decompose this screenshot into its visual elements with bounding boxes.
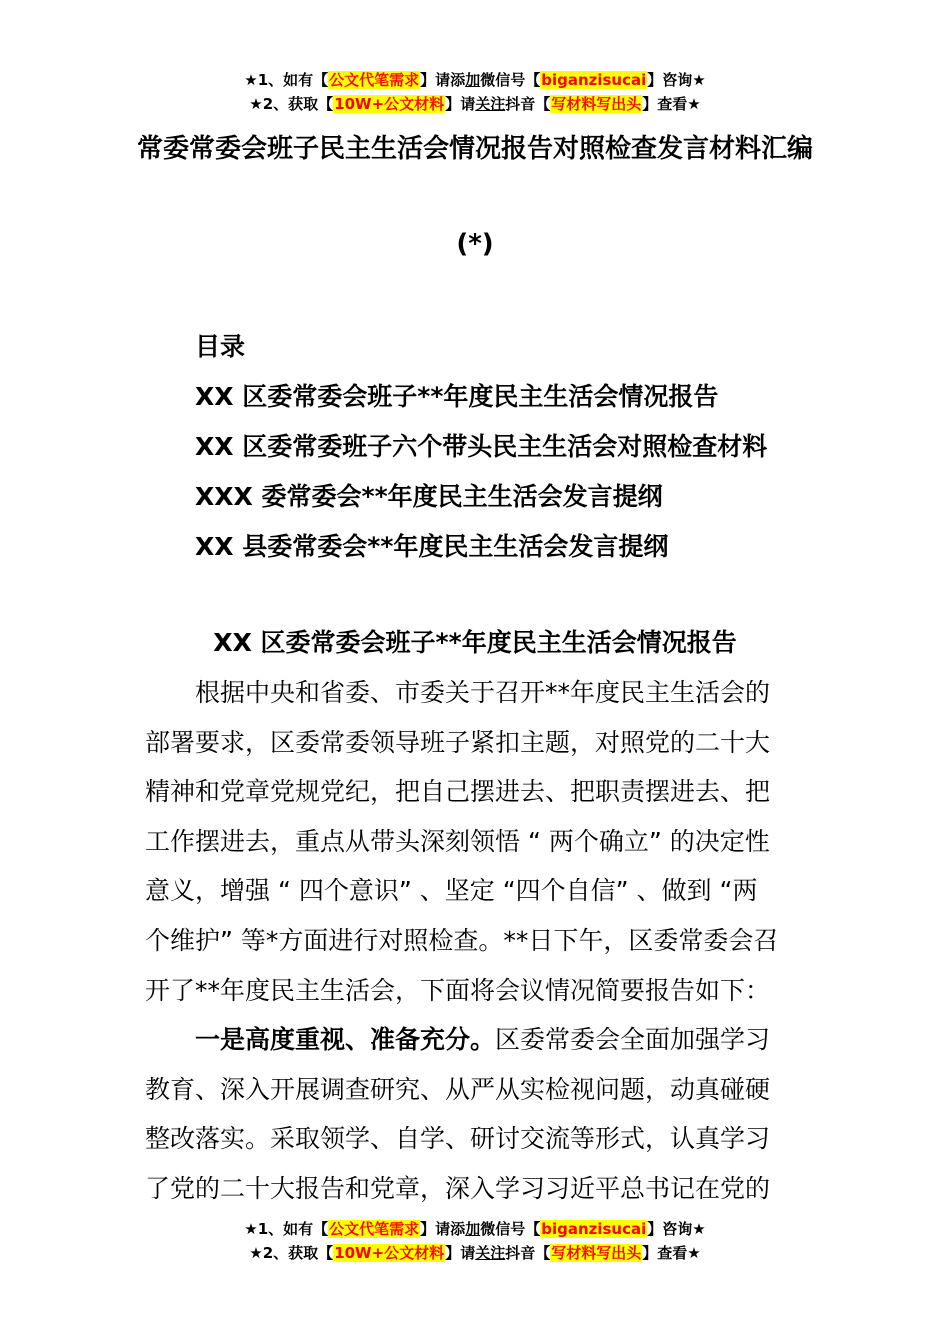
body-text-run: 区委常委会全面加强学习 — [495, 1025, 771, 1055]
banner-text: 微信号【 — [480, 71, 541, 89]
banner-douyin-id: 写材料写出头 — [551, 95, 642, 113]
banner-text: 】请添 — [420, 1220, 466, 1238]
banner-douyin-id: 写材料写出头 — [551, 1244, 642, 1262]
toc-item: XXX 委常委会**年度民主生活会发言提纲 — [195, 482, 663, 511]
toc-heading: 目录 — [195, 332, 246, 361]
banner-text: ★2、获取【 — [249, 95, 334, 113]
body-line: 工作摆进去，重点从带头深刻领悟 “ 两个确立” 的决定性 — [145, 826, 770, 856]
body-line: 意义，增强 “ 四个意识” 、坚定 “四个自信” 、做到 “两 — [145, 876, 758, 906]
body-line: 教育、深入开展调查研究、从严从实检视问题，动真碰硬 — [145, 1074, 771, 1104]
banner-underline: 关注 — [475, 95, 506, 113]
body-line: 个维护” 等*方面进行对照检查。**日下午，区委常委会召 — [145, 925, 779, 955]
body-line: 整改落实。采取领学、自学、研讨交流等形式，认真学习 — [145, 1124, 771, 1154]
banner-text: 】查看★ — [642, 95, 701, 113]
table-of-contents — [195, 322, 767, 572]
bottom-banner — [0, 1217, 950, 1265]
banner-text: 】请 — [445, 1244, 476, 1262]
banner-highlight: 公文代笔需求 — [329, 1220, 420, 1238]
banner-text: 】咨询★ — [647, 71, 706, 89]
body-line: 部署要求，区委常委领导班子紧扣主题，对照党的二十大 — [145, 727, 771, 757]
paragraph-lead — [145, 1015, 810, 1065]
banner-text: ★1、如有【 — [244, 71, 329, 89]
document-title: 常委常委会班子民主生活会情况报告对照检查发言材料汇编 — [136, 134, 813, 164]
body-text — [145, 668, 810, 1214]
banner-text: 】请添 — [420, 71, 466, 89]
banner-line-2 — [0, 92, 950, 116]
top-banner — [0, 68, 950, 116]
banner-underline: 加 — [465, 1220, 481, 1238]
banner-text: 】请 — [445, 95, 476, 113]
bold-lead-text: 一是高度重视、准备充分。 — [145, 1025, 496, 1055]
body-line: 精神和党章党规党纪，把自己摆进去、把职责摆进去、把 — [145, 777, 771, 807]
body-line: 了党的二十大报告和党章，深入学习习近平总书记在党的 — [145, 1173, 771, 1203]
body-line: 根据中央和省委、市委关于召开**年度民主生活会的 — [145, 678, 771, 707]
banner-highlight: 10W+公文材料 — [334, 95, 445, 113]
banner-wechat-id: biganzisucai — [541, 71, 647, 89]
toc-item: XX 区委常委班子六个带头民主生活会对照检查材料 — [195, 432, 768, 461]
banner-highlight: 10W+公文材料 — [334, 1244, 445, 1262]
banner-text: 微信号【 — [480, 1220, 541, 1238]
banner-text: ★1、如有【 — [244, 1220, 329, 1238]
banner-highlight: 公文代笔需求 — [329, 71, 420, 89]
banner-text: ★2、获取【 — [249, 1244, 334, 1262]
banner-line-1 — [0, 68, 950, 92]
banner-text: 抖音【 — [505, 1244, 551, 1262]
banner-line-1 — [0, 1217, 950, 1241]
banner-text: 抖音【 — [505, 95, 551, 113]
banner-text: 】咨询★ — [647, 1220, 706, 1238]
banner-text: 】查看★ — [642, 1244, 701, 1262]
toc-item: XX 区委常委会班子**年度民主生活会情况报告 — [195, 382, 719, 411]
banner-underline: 关注 — [475, 1244, 506, 1262]
toc-item: XX 县委常委会**年度民主生活会发言提纲 — [195, 532, 669, 561]
section-title: XX 区委常委会班子**年度民主生活会情况报告 — [213, 628, 737, 657]
banner-underline: 加 — [465, 71, 481, 89]
body-line: 开了**年度民主生活会，下面将会议情况简要报告如下： — [145, 975, 771, 1005]
banner-line-2 — [0, 1241, 950, 1265]
document-subtitle: (*) — [456, 229, 494, 259]
banner-wechat-id: biganzisucai — [541, 1220, 647, 1238]
